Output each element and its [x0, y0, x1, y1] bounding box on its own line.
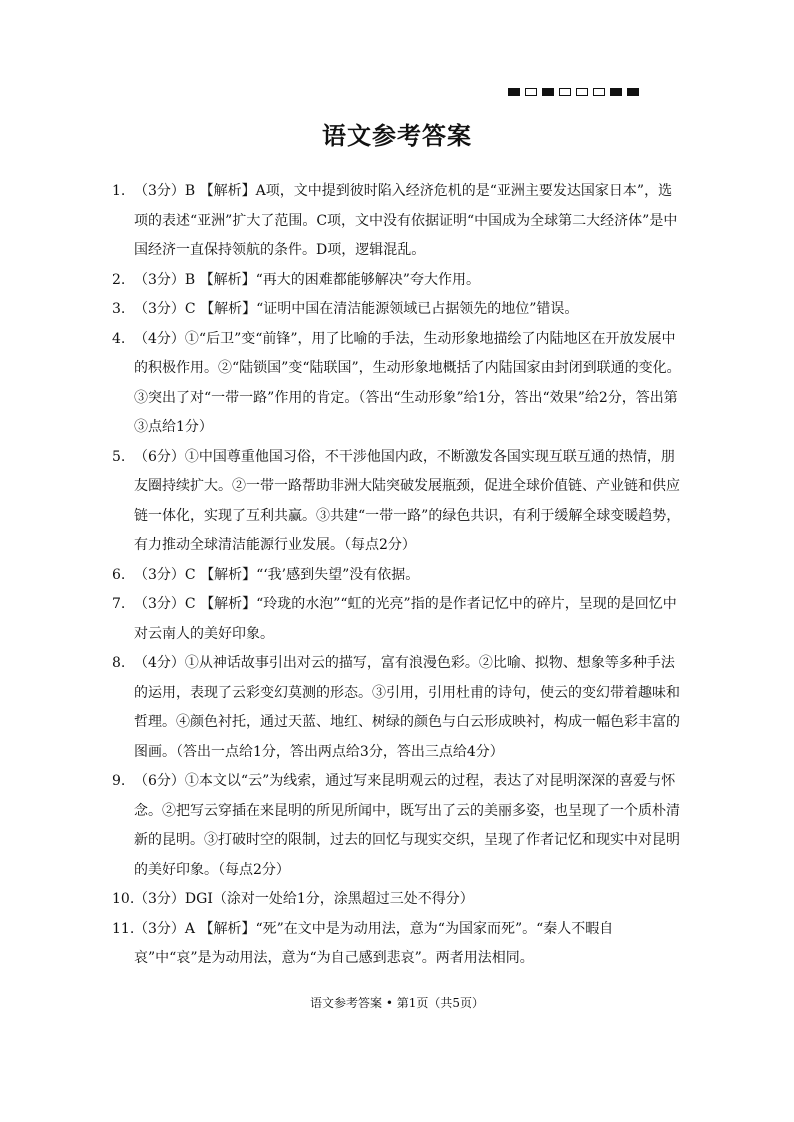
answer-item-2	[112, 266, 686, 296]
answer-item-8	[112, 649, 686, 767]
answer-number: 11.	[112, 920, 135, 937]
answer-text: （3分）C 【解析】“玲珑的水泡”“虹的光亮”指的是作者记忆中的碎片，呈现的是回忆中对云南人的美好印象。	[134, 596, 677, 642]
answer-item-5	[112, 443, 686, 561]
answer-item-11	[112, 915, 686, 974]
answer-text: （3分）C 【解析】“‘我’感到失望”没有依据。	[134, 566, 420, 583]
answer-text: （3分）DGI（涂对一处给1分，涂黑超过三处不得分）	[134, 891, 474, 907]
header-mark	[627, 88, 639, 96]
header-mark	[593, 88, 605, 96]
answer-text: （6分）①中国尊重他国习俗，不干涉他国内政，不断激发各国实现互联互通的热情，朋友圈持续扩大。②一带一路帮助非洲大陆突破发展瓶颈，促进全球价值链、产业链和供应链一体化，实现了互利共赢。③共建“一带一路”的绿色共识，有利于缓解全球变暖趋势，有力推动全球清洁能源行业发展。（每点2分）	[134, 448, 681, 553]
answer-item-6	[112, 561, 686, 591]
page-footer: 语文参考答案 • 第1页（共5页）	[310, 996, 484, 1010]
answer-text: （3分）C 【解析】“证明中国在清洁能源领域已占据领先的地位”错误。	[134, 301, 579, 317]
answer-number: 1.	[112, 183, 126, 199]
answer-number: 9.	[112, 773, 126, 789]
answer-number: 8.	[112, 655, 126, 671]
answer-number: 6.	[112, 566, 126, 583]
answer-text: （6分）①本文以“云”为线索，通过写来昆明观云的过程，表达了对昆明深深的喜爱与怀念。②把写云穿插在来昆明的所见所闻中，既写出了云的美丽多姿，也呈现了一个质朴清新的昆明。③打破时空的限制，过去的回忆与现实交织，呈现了作者记忆和现实中对昆明的美好印象。（每点2分）	[134, 773, 680, 878]
answer-number: 3.	[112, 301, 126, 317]
answer-number: 4.	[112, 330, 126, 347]
answer-item-4	[112, 325, 686, 443]
answer-item-7	[112, 590, 686, 649]
answer-text: （3分）B 【解析】A项，文中提到彼时陷入经济危机的是“亚洲主要发达国家日本”，选项的表述“亚洲”扩大了范围。C项，文中没有依据证明“中国成为全球第二大经济体”是中国经济一直保持领航的条件。D项，逻辑混乱。	[134, 183, 678, 258]
page-title: 语文参考答案	[322, 121, 472, 150]
header-mark	[559, 88, 571, 96]
answer-number: 10.	[112, 891, 135, 907]
header-mark	[525, 88, 537, 96]
answer-text: （3分）A 【解析】“死”在文中是为动用法，意为“为国家而死”。“秦人不暇自哀”中“哀”是为动用法，意为“为自己感到悲哀”。两者用法相同。	[134, 920, 614, 966]
answer-number: 2.	[112, 271, 126, 288]
answer-number: 5.	[112, 448, 126, 465]
answer-item-1	[112, 177, 686, 266]
header-mark	[610, 88, 622, 96]
answer-list	[112, 177, 686, 974]
header-mark	[576, 88, 588, 96]
header-marks	[508, 88, 639, 96]
answer-item-10	[112, 885, 686, 915]
header-mark	[542, 88, 554, 96]
answer-number: 7.	[112, 596, 126, 612]
header-mark	[508, 88, 520, 96]
answer-item-3	[112, 295, 686, 325]
answer-text: （4分）①从神话故事引出对云的描写，富有浪漫色彩。②比喻、拟物、想象等多种手法的运用，表现了云彩变幻莫测的形态。③引用，引用杜甫的诗句，使云的变幻带着趣味和哲理。④颜色衬托，通过天蓝、地红、树绿的颜色与白云形成映衬，构成一幅色彩丰富的图画。（答出一点给1分，答出两点给3分，答出三点给4分）	[134, 655, 680, 760]
answer-text: （3分）B 【解析】“再大的困难都能够解决”夸大作用。	[134, 271, 480, 288]
answer-text: （4分）①“后卫”变“前锋”，用了比喻的手法，生动形象地描绘了内陆地区在开放发展中的积极作用。②“陆锁国”变“陆联国”，生动形象地概括了内陆国家由封闭到联通的变化。③突出了对“一带一路”作用的肯定。（答出“生动形象”给1分，答出“效果”给2分，答出第③点给1分）	[134, 330, 681, 435]
answer-item-9	[112, 767, 686, 885]
